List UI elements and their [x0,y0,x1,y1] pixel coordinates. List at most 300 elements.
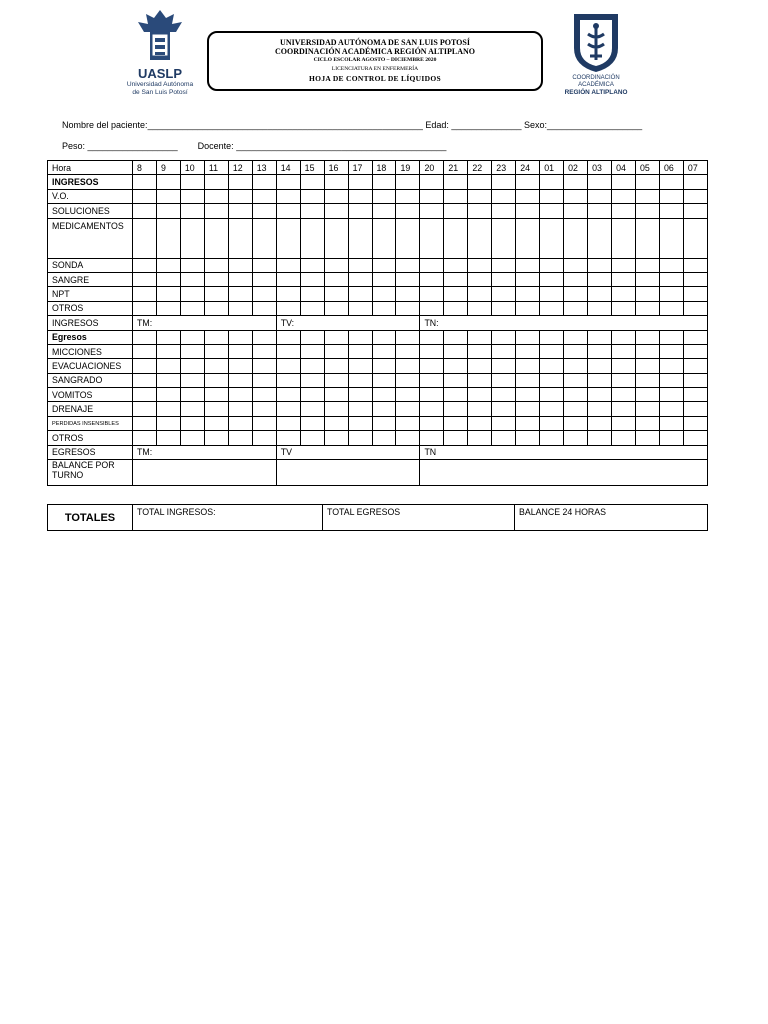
egreso-hour-cell[interactable] [683,388,707,402]
egreso-hour-cell[interactable] [468,388,492,402]
ingreso-hour-cell[interactable] [564,258,588,272]
peso-field[interactable]: __________________ [87,141,178,151]
egreso-hour-cell[interactable] [180,359,204,373]
total-egresos-cell[interactable]: TOTAL EGRESOS [323,505,515,531]
egresos-header-hour-cell[interactable] [156,330,180,344]
egreso-hour-cell[interactable] [324,388,348,402]
ingreso-hour-cell[interactable] [588,218,612,258]
ingreso-hour-cell[interactable] [252,204,276,218]
ingreso-hour-cell[interactable] [444,218,468,258]
ingreso-hour-cell[interactable] [300,258,324,272]
balance-24-horas-cell[interactable]: BALANCE 24 HORAS [515,505,708,531]
ingresos-header-hour-cell[interactable] [252,175,276,189]
ingreso-hour-cell[interactable] [396,218,420,258]
egreso-hour-cell[interactable] [300,431,324,445]
ingresos-tn-cell[interactable]: TN: [420,316,707,330]
egresos-tm-cell[interactable]: TM: [133,445,277,459]
egreso-hour-cell[interactable] [612,431,636,445]
ingresos-header-hour-cell[interactable] [324,175,348,189]
ingreso-hour-cell[interactable] [444,258,468,272]
egreso-hour-cell[interactable] [372,402,396,416]
ingreso-hour-cell[interactable] [420,287,444,301]
ingreso-hour-cell[interactable] [659,287,683,301]
ingreso-hour-cell[interactable] [540,301,564,315]
ingresos-header-hour-cell[interactable] [540,175,564,189]
egreso-hour-cell[interactable] [180,388,204,402]
egreso-hour-cell[interactable] [300,402,324,416]
ingreso-hour-cell[interactable] [396,287,420,301]
ingreso-hour-cell[interactable] [324,301,348,315]
ingreso-hour-cell[interactable] [540,218,564,258]
egreso-hour-cell[interactable] [156,388,180,402]
ingreso-hour-cell[interactable] [396,301,420,315]
ingreso-hour-cell[interactable] [420,272,444,286]
ingreso-hour-cell[interactable] [516,189,540,203]
ingreso-hour-cell[interactable] [156,204,180,218]
ingreso-hour-cell[interactable] [420,204,444,218]
ingreso-hour-cell[interactable] [324,204,348,218]
egreso-hour-cell[interactable] [252,431,276,445]
egreso-hour-cell[interactable] [252,344,276,358]
ingreso-hour-cell[interactable] [156,287,180,301]
egreso-hour-cell[interactable] [420,359,444,373]
ingreso-hour-cell[interactable] [133,218,157,258]
egreso-hour-cell[interactable] [252,416,276,430]
egreso-hour-cell[interactable] [228,431,252,445]
egreso-hour-cell[interactable] [540,359,564,373]
ingresos-header-hour-cell[interactable] [612,175,636,189]
egreso-hour-cell[interactable] [636,373,660,387]
ingresos-header-hour-cell[interactable] [468,175,492,189]
egreso-hour-cell[interactable] [516,344,540,358]
egreso-hour-cell[interactable] [348,373,372,387]
balance-tn-cell[interactable] [420,460,707,486]
ingreso-hour-cell[interactable] [324,272,348,286]
ingreso-hour-cell[interactable] [204,258,228,272]
ingreso-hour-cell[interactable] [228,218,252,258]
ingreso-hour-cell[interactable] [372,218,396,258]
ingreso-hour-cell[interactable] [516,258,540,272]
ingresos-tv-cell[interactable]: TV: [276,316,420,330]
egreso-hour-cell[interactable] [252,388,276,402]
egreso-hour-cell[interactable] [156,359,180,373]
egreso-hour-cell[interactable] [396,344,420,358]
egreso-hour-cell[interactable] [420,431,444,445]
egresos-header-hour-cell[interactable] [396,330,420,344]
egreso-hour-cell[interactable] [180,416,204,430]
egresos-header-hour-cell[interactable] [516,330,540,344]
egreso-hour-cell[interactable] [588,416,612,430]
ingreso-hour-cell[interactable] [252,258,276,272]
egreso-hour-cell[interactable] [420,388,444,402]
egreso-hour-cell[interactable] [468,359,492,373]
ingreso-hour-cell[interactable] [348,258,372,272]
egreso-hour-cell[interactable] [300,416,324,430]
egreso-hour-cell[interactable] [659,402,683,416]
ingreso-hour-cell[interactable] [348,287,372,301]
egreso-hour-cell[interactable] [540,431,564,445]
egreso-hour-cell[interactable] [133,373,157,387]
balance-tm-cell[interactable] [133,460,277,486]
egreso-hour-cell[interactable] [444,388,468,402]
egreso-hour-cell[interactable] [612,416,636,430]
ingreso-hour-cell[interactable] [156,301,180,315]
ingreso-hour-cell[interactable] [564,301,588,315]
egreso-hour-cell[interactable] [516,373,540,387]
egreso-hour-cell[interactable] [564,373,588,387]
egreso-hour-cell[interactable] [444,416,468,430]
egreso-hour-cell[interactable] [372,431,396,445]
nombre-field[interactable]: _______________________________________________________ [147,120,423,130]
egreso-hour-cell[interactable] [636,416,660,430]
ingreso-hour-cell[interactable] [133,272,157,286]
egreso-hour-cell[interactable] [564,431,588,445]
egreso-hour-cell[interactable] [300,344,324,358]
egreso-hour-cell[interactable] [636,359,660,373]
ingreso-hour-cell[interactable] [276,287,300,301]
egreso-hour-cell[interactable] [396,402,420,416]
egreso-hour-cell[interactable] [372,388,396,402]
ingreso-hour-cell[interactable] [612,189,636,203]
egreso-hour-cell[interactable] [612,402,636,416]
egresos-header-hour-cell[interactable] [636,330,660,344]
ingresos-header-hour-cell[interactable] [133,175,157,189]
egresos-header-hour-cell[interactable] [444,330,468,344]
ingreso-hour-cell[interactable] [468,204,492,218]
egreso-hour-cell[interactable] [420,416,444,430]
egresos-header-hour-cell[interactable] [659,330,683,344]
egresos-header-hour-cell[interactable] [228,330,252,344]
ingreso-hour-cell[interactable] [252,287,276,301]
egreso-hour-cell[interactable] [588,388,612,402]
ingreso-hour-cell[interactable] [492,204,516,218]
ingreso-hour-cell[interactable] [468,272,492,286]
ingreso-hour-cell[interactable] [588,189,612,203]
ingreso-hour-cell[interactable] [540,272,564,286]
egresos-header-hour-cell[interactable] [588,330,612,344]
egreso-hour-cell[interactable] [683,402,707,416]
egreso-hour-cell[interactable] [659,344,683,358]
ingreso-hour-cell[interactable] [228,301,252,315]
ingreso-hour-cell[interactable] [540,189,564,203]
egreso-hour-cell[interactable] [180,402,204,416]
egreso-hour-cell[interactable] [204,431,228,445]
ingresos-header-hour-cell[interactable] [564,175,588,189]
egreso-hour-cell[interactable] [444,373,468,387]
egreso-hour-cell[interactable] [300,359,324,373]
egreso-hour-cell[interactable] [420,373,444,387]
ingreso-hour-cell[interactable] [636,258,660,272]
egreso-hour-cell[interactable] [133,431,157,445]
egreso-hour-cell[interactable] [228,388,252,402]
egreso-hour-cell[interactable] [564,388,588,402]
ingreso-hour-cell[interactable] [204,189,228,203]
ingreso-hour-cell[interactable] [492,287,516,301]
ingreso-hour-cell[interactable] [540,204,564,218]
ingreso-hour-cell[interactable] [564,204,588,218]
egreso-hour-cell[interactable] [396,416,420,430]
egreso-hour-cell[interactable] [516,388,540,402]
ingreso-hour-cell[interactable] [588,287,612,301]
ingreso-hour-cell[interactable] [204,218,228,258]
egreso-hour-cell[interactable] [276,431,300,445]
ingreso-hour-cell[interactable] [492,258,516,272]
egreso-hour-cell[interactable] [324,416,348,430]
ingreso-hour-cell[interactable] [683,189,707,203]
egreso-hour-cell[interactable] [348,359,372,373]
egresos-header-hour-cell[interactable] [252,330,276,344]
ingreso-hour-cell[interactable] [156,189,180,203]
ingreso-hour-cell[interactable] [276,218,300,258]
ingreso-hour-cell[interactable] [516,272,540,286]
egreso-hour-cell[interactable] [180,373,204,387]
egreso-hour-cell[interactable] [683,431,707,445]
ingreso-hour-cell[interactable] [252,272,276,286]
ingreso-hour-cell[interactable] [252,301,276,315]
egreso-hour-cell[interactable] [156,344,180,358]
ingreso-hour-cell[interactable] [683,301,707,315]
egreso-hour-cell[interactable] [564,359,588,373]
egreso-hour-cell[interactable] [396,388,420,402]
ingreso-hour-cell[interactable] [683,218,707,258]
ingreso-hour-cell[interactable] [396,258,420,272]
ingreso-hour-cell[interactable] [348,189,372,203]
ingreso-hour-cell[interactable] [420,189,444,203]
egreso-hour-cell[interactable] [276,416,300,430]
egreso-hour-cell[interactable] [636,402,660,416]
egreso-hour-cell[interactable] [492,344,516,358]
ingreso-hour-cell[interactable] [252,189,276,203]
ingresos-header-hour-cell[interactable] [683,175,707,189]
ingreso-hour-cell[interactable] [588,204,612,218]
ingreso-hour-cell[interactable] [156,258,180,272]
egreso-hour-cell[interactable] [468,344,492,358]
egreso-hour-cell[interactable] [133,416,157,430]
egreso-hour-cell[interactable] [612,359,636,373]
ingreso-hour-cell[interactable] [516,218,540,258]
egreso-hour-cell[interactable] [348,431,372,445]
ingreso-hour-cell[interactable] [468,189,492,203]
egreso-hour-cell[interactable] [348,416,372,430]
ingreso-hour-cell[interactable] [324,189,348,203]
ingreso-hour-cell[interactable] [300,204,324,218]
ingresos-header-hour-cell[interactable] [396,175,420,189]
ingreso-hour-cell[interactable] [468,287,492,301]
ingresos-header-hour-cell[interactable] [156,175,180,189]
egreso-hour-cell[interactable] [492,373,516,387]
ingreso-hour-cell[interactable] [683,287,707,301]
egreso-hour-cell[interactable] [540,402,564,416]
ingreso-hour-cell[interactable] [516,204,540,218]
egreso-hour-cell[interactable] [659,373,683,387]
ingreso-hour-cell[interactable] [180,189,204,203]
egreso-hour-cell[interactable] [492,431,516,445]
egreso-hour-cell[interactable] [156,402,180,416]
ingreso-hour-cell[interactable] [564,287,588,301]
ingreso-hour-cell[interactable] [228,272,252,286]
ingreso-hour-cell[interactable] [204,204,228,218]
ingreso-hour-cell[interactable] [228,287,252,301]
ingreso-hour-cell[interactable] [636,301,660,315]
ingreso-hour-cell[interactable] [516,287,540,301]
balance-tv-cell[interactable] [276,460,420,486]
egresos-header-hour-cell[interactable] [564,330,588,344]
egreso-hour-cell[interactable] [204,388,228,402]
egreso-hour-cell[interactable] [204,402,228,416]
egreso-hour-cell[interactable] [588,402,612,416]
egreso-hour-cell[interactable] [156,373,180,387]
ingreso-hour-cell[interactable] [659,272,683,286]
egreso-hour-cell[interactable] [564,344,588,358]
egreso-hour-cell[interactable] [228,416,252,430]
ingreso-hour-cell[interactable] [204,301,228,315]
egresos-header-hour-cell[interactable] [324,330,348,344]
ingreso-hour-cell[interactable] [516,301,540,315]
ingresos-header-hour-cell[interactable] [276,175,300,189]
ingreso-hour-cell[interactable] [348,301,372,315]
egreso-hour-cell[interactable] [468,373,492,387]
ingreso-hour-cell[interactable] [683,204,707,218]
ingreso-hour-cell[interactable] [300,301,324,315]
ingreso-hour-cell[interactable] [156,272,180,286]
ingreso-hour-cell[interactable] [180,301,204,315]
ingreso-hour-cell[interactable] [372,272,396,286]
ingreso-hour-cell[interactable] [252,218,276,258]
egresos-tn-cell[interactable]: TN [420,445,707,459]
ingreso-hour-cell[interactable] [492,218,516,258]
ingreso-hour-cell[interactable] [228,189,252,203]
egreso-hour-cell[interactable] [540,388,564,402]
ingreso-hour-cell[interactable] [612,272,636,286]
egreso-hour-cell[interactable] [588,359,612,373]
egreso-hour-cell[interactable] [612,344,636,358]
ingreso-hour-cell[interactable] [396,272,420,286]
egreso-hour-cell[interactable] [348,402,372,416]
ingreso-hour-cell[interactable] [492,301,516,315]
egreso-hour-cell[interactable] [324,402,348,416]
egreso-hour-cell[interactable] [468,431,492,445]
egreso-hour-cell[interactable] [492,359,516,373]
ingreso-hour-cell[interactable] [204,272,228,286]
ingreso-hour-cell[interactable] [276,204,300,218]
egreso-hour-cell[interactable] [228,402,252,416]
ingreso-hour-cell[interactable] [612,301,636,315]
ingreso-hour-cell[interactable] [659,258,683,272]
ingreso-hour-cell[interactable] [324,287,348,301]
ingreso-hour-cell[interactable] [468,258,492,272]
ingresos-header-hour-cell[interactable] [659,175,683,189]
egreso-hour-cell[interactable] [133,359,157,373]
ingreso-hour-cell[interactable] [228,204,252,218]
egresos-header-hour-cell[interactable] [180,330,204,344]
egreso-hour-cell[interactable] [540,344,564,358]
ingreso-hour-cell[interactable] [372,301,396,315]
egresos-header-hour-cell[interactable] [133,330,157,344]
egreso-hour-cell[interactable] [180,431,204,445]
ingreso-hour-cell[interactable] [564,218,588,258]
ingresos-header-hour-cell[interactable] [348,175,372,189]
sexo-field[interactable]: ___________________ [547,120,643,130]
egreso-hour-cell[interactable] [659,416,683,430]
egreso-hour-cell[interactable] [396,359,420,373]
egreso-hour-cell[interactable] [324,373,348,387]
egreso-hour-cell[interactable] [683,359,707,373]
egresos-header-hour-cell[interactable] [204,330,228,344]
egreso-hour-cell[interactable] [683,416,707,430]
egreso-hour-cell[interactable] [420,402,444,416]
egreso-hour-cell[interactable] [588,344,612,358]
ingreso-hour-cell[interactable] [636,287,660,301]
egreso-hour-cell[interactable] [683,344,707,358]
ingreso-hour-cell[interactable] [588,301,612,315]
ingreso-hour-cell[interactable] [468,218,492,258]
egreso-hour-cell[interactable] [180,344,204,358]
egreso-hour-cell[interactable] [372,373,396,387]
ingreso-hour-cell[interactable] [444,301,468,315]
ingreso-hour-cell[interactable] [133,189,157,203]
egresos-header-hour-cell[interactable] [683,330,707,344]
ingreso-hour-cell[interactable] [683,272,707,286]
egreso-hour-cell[interactable] [540,373,564,387]
ingreso-hour-cell[interactable] [372,204,396,218]
egreso-hour-cell[interactable] [396,373,420,387]
ingreso-hour-cell[interactable] [372,189,396,203]
egreso-hour-cell[interactable] [133,388,157,402]
egreso-hour-cell[interactable] [372,359,396,373]
egreso-hour-cell[interactable] [276,388,300,402]
egreso-hour-cell[interactable] [683,373,707,387]
ingreso-hour-cell[interactable] [276,272,300,286]
egreso-hour-cell[interactable] [204,359,228,373]
egresos-header-hour-cell[interactable] [276,330,300,344]
ingreso-hour-cell[interactable] [156,218,180,258]
egreso-hour-cell[interactable] [516,359,540,373]
egreso-hour-cell[interactable] [659,388,683,402]
egresos-header-hour-cell[interactable] [492,330,516,344]
egreso-hour-cell[interactable] [300,373,324,387]
egreso-hour-cell[interactable] [276,402,300,416]
egreso-hour-cell[interactable] [372,416,396,430]
egreso-hour-cell[interactable] [204,416,228,430]
ingreso-hour-cell[interactable] [612,258,636,272]
egreso-hour-cell[interactable] [516,416,540,430]
ingreso-hour-cell[interactable] [636,204,660,218]
egresos-header-hour-cell[interactable] [372,330,396,344]
egreso-hour-cell[interactable] [444,344,468,358]
ingreso-hour-cell[interactable] [300,287,324,301]
ingreso-hour-cell[interactable] [276,258,300,272]
ingreso-hour-cell[interactable] [588,272,612,286]
ingreso-hour-cell[interactable] [133,287,157,301]
egreso-hour-cell[interactable] [612,373,636,387]
egreso-hour-cell[interactable] [636,388,660,402]
egreso-hour-cell[interactable] [324,431,348,445]
ingreso-hour-cell[interactable] [636,189,660,203]
ingresos-header-hour-cell[interactable] [300,175,324,189]
ingresos-header-hour-cell[interactable] [204,175,228,189]
edad-field[interactable]: ______________ [451,120,522,130]
egreso-hour-cell[interactable] [516,402,540,416]
ingreso-hour-cell[interactable] [180,218,204,258]
ingreso-hour-cell[interactable] [636,272,660,286]
egreso-hour-cell[interactable] [588,431,612,445]
egreso-hour-cell[interactable] [228,373,252,387]
ingreso-hour-cell[interactable] [180,272,204,286]
ingreso-hour-cell[interactable] [468,301,492,315]
egresos-header-hour-cell[interactable] [348,330,372,344]
egreso-hour-cell[interactable] [228,344,252,358]
egreso-hour-cell[interactable] [444,431,468,445]
